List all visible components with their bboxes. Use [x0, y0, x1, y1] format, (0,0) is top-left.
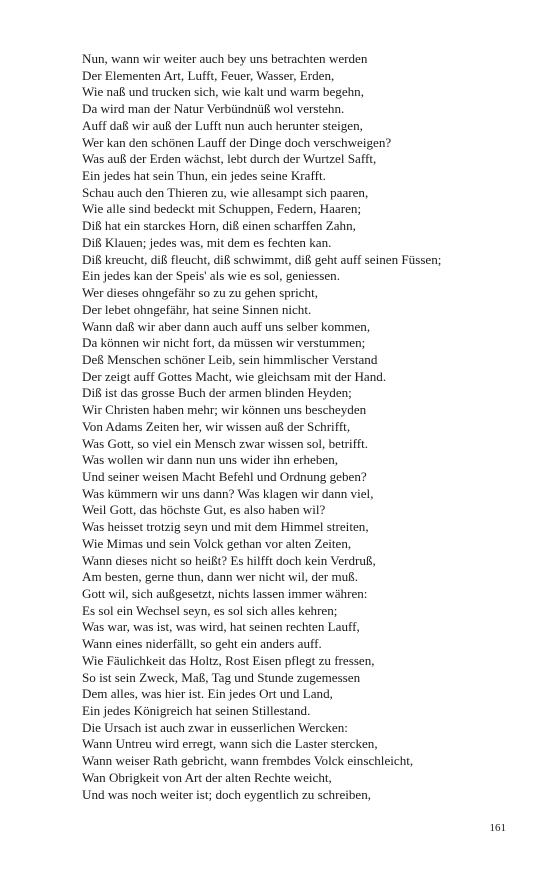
- poem-line: Diß hat ein starckes Horn, diß einen scharffen Zahn,: [82, 218, 356, 234]
- poem-line: Ein jedes kan der Speis' als wie es sol, geniessen.: [82, 268, 340, 284]
- poem-line: Ein jedes Königreich hat seinen Stillestand.: [82, 703, 311, 719]
- poem-line: Schau auch den Thieren zu, wie allesampt sich paaren,: [82, 184, 369, 200]
- poem-line: Da wird man der Natur Verbündnüß wol verstehn.: [82, 101, 345, 117]
- poem-line: Am besten, gerne thun, dann wer nicht wil, der muß.: [82, 569, 358, 585]
- poem-line: Es sol ein Wechsel seyn, es sol sich alles kehren;: [82, 602, 338, 618]
- poem-line: Die Ursach ist auch zwar in eusserlichen Wercken:: [82, 719, 348, 735]
- poem-line: Wie alle sind bedeckt mit Schuppen, Federn, Haaren;: [82, 201, 362, 217]
- poem-line: Wann Untreu wird erregt, wann sich die Laster stercken,: [82, 736, 378, 752]
- poem-line: Und seiner weisen Macht Befehl und Ordnung geben?: [82, 468, 367, 484]
- poem-line: Ein jedes hat sein Thun, ein jedes seine Krafft.: [82, 168, 326, 184]
- poem-line: Was kümmern wir uns dann? Was klagen wir dann viel,: [82, 485, 374, 501]
- page-number: 161: [489, 822, 506, 834]
- poem-line: Wie naß und trucken sich, wie kalt und warm begehn,: [82, 84, 364, 100]
- poem-line: Und was noch weiter ist; doch eygentlich zu schreiben,: [82, 786, 372, 802]
- poem-line: Auff daß wir auß der Lufft nun auch herunter steigen,: [82, 117, 363, 133]
- poem-line: Wer kan den schönen Lauff der Dinge doch verschweigen?: [82, 134, 392, 150]
- poem-line: Wir Christen haben mehr; wir können uns bescheyden: [82, 402, 367, 418]
- poem-line: Was Gott, so viel ein Mensch zwar wissen sol, betrifft.: [82, 435, 368, 451]
- poem-text: [82, 51, 542, 803]
- poem-line: Diß kreucht, diß fleucht, diß schwimmt, diß geht auff seinen Füssen;: [82, 251, 442, 267]
- poem-line: So ist sein Zweck, Maß, Tag und Stunde zugemessen: [82, 669, 361, 685]
- poem-line: Diß ist das grosse Buch der armen blinden Heyden;: [82, 385, 352, 401]
- poem-line: Wann weiser Rath gebricht, wann frembdes Volck einschleicht,: [82, 753, 414, 769]
- poem-line: Der Elementen Art, Lufft, Feuer, Wasser, Erden,: [82, 67, 335, 83]
- poem-line: Wer dieses ohngefähr so zu zu gehen spricht,: [82, 285, 319, 301]
- poem-line: Gott wil, sich außgesetzt, nichts lassen immer währen:: [82, 586, 368, 601]
- poem-line: Da können wir nicht fort, da müssen wir verstummen;: [82, 335, 366, 351]
- poem-line: Was war, was ist, was wird, hat seinen rechten Lauff,: [82, 619, 360, 635]
- poem-line: Was auß der Erden wächst, lebt durch der Wurtzel Safft,: [82, 151, 377, 167]
- poem-line: Diß Klauen; jedes was, mit dem es fechten kan.: [82, 234, 332, 250]
- poem-line: Weil Gott, das höchste Gut, es also haben wil?: [82, 502, 326, 518]
- poem-line: Der zeigt auff Gottes Macht, wie gleichsam mit der Hand.: [82, 368, 387, 384]
- poem-line: Nun, wann wir weiter auch bey uns betrachten werden: [82, 51, 368, 66]
- poem-line: Der lebet ohngefähr, hat seine Sinnen nicht.: [82, 301, 312, 317]
- poem-line: Wie Mimas und sein Volck gethan vor alten Zeiten,: [82, 535, 352, 551]
- poem-line: Wann dieses nicht so heißt? Es hilfft doch kein Verdruß,: [82, 552, 376, 568]
- poem-line: Was wollen wir dann nun uns wider ihn erheben,: [82, 452, 339, 468]
- poem-line: Was heisset trotzig seyn und mit dem Himmel streiten,: [82, 519, 369, 535]
- poem-line: Wan Obrigkeit von Art der alten Rechte weicht,: [82, 769, 332, 785]
- poem-line: Dem alles, was hier ist. Ein jedes Ort und Land,: [82, 686, 333, 702]
- poem-line: Wann eines niderfällt, so geht ein anders auff.: [82, 636, 322, 652]
- poem-line: Deß Menschen schöner Leib, sein himmlischer Verstand: [82, 351, 378, 367]
- poem-line: Wie Fäulichkeit das Holtz, Rost Eisen pflegt zu fressen,: [82, 652, 375, 668]
- poem-line: Von Adams Zeiten her, wir wissen auß der Schrifft,: [82, 418, 351, 434]
- poem-line: Wann daß wir aber dann auch auff uns selber kommen,: [82, 318, 371, 334]
